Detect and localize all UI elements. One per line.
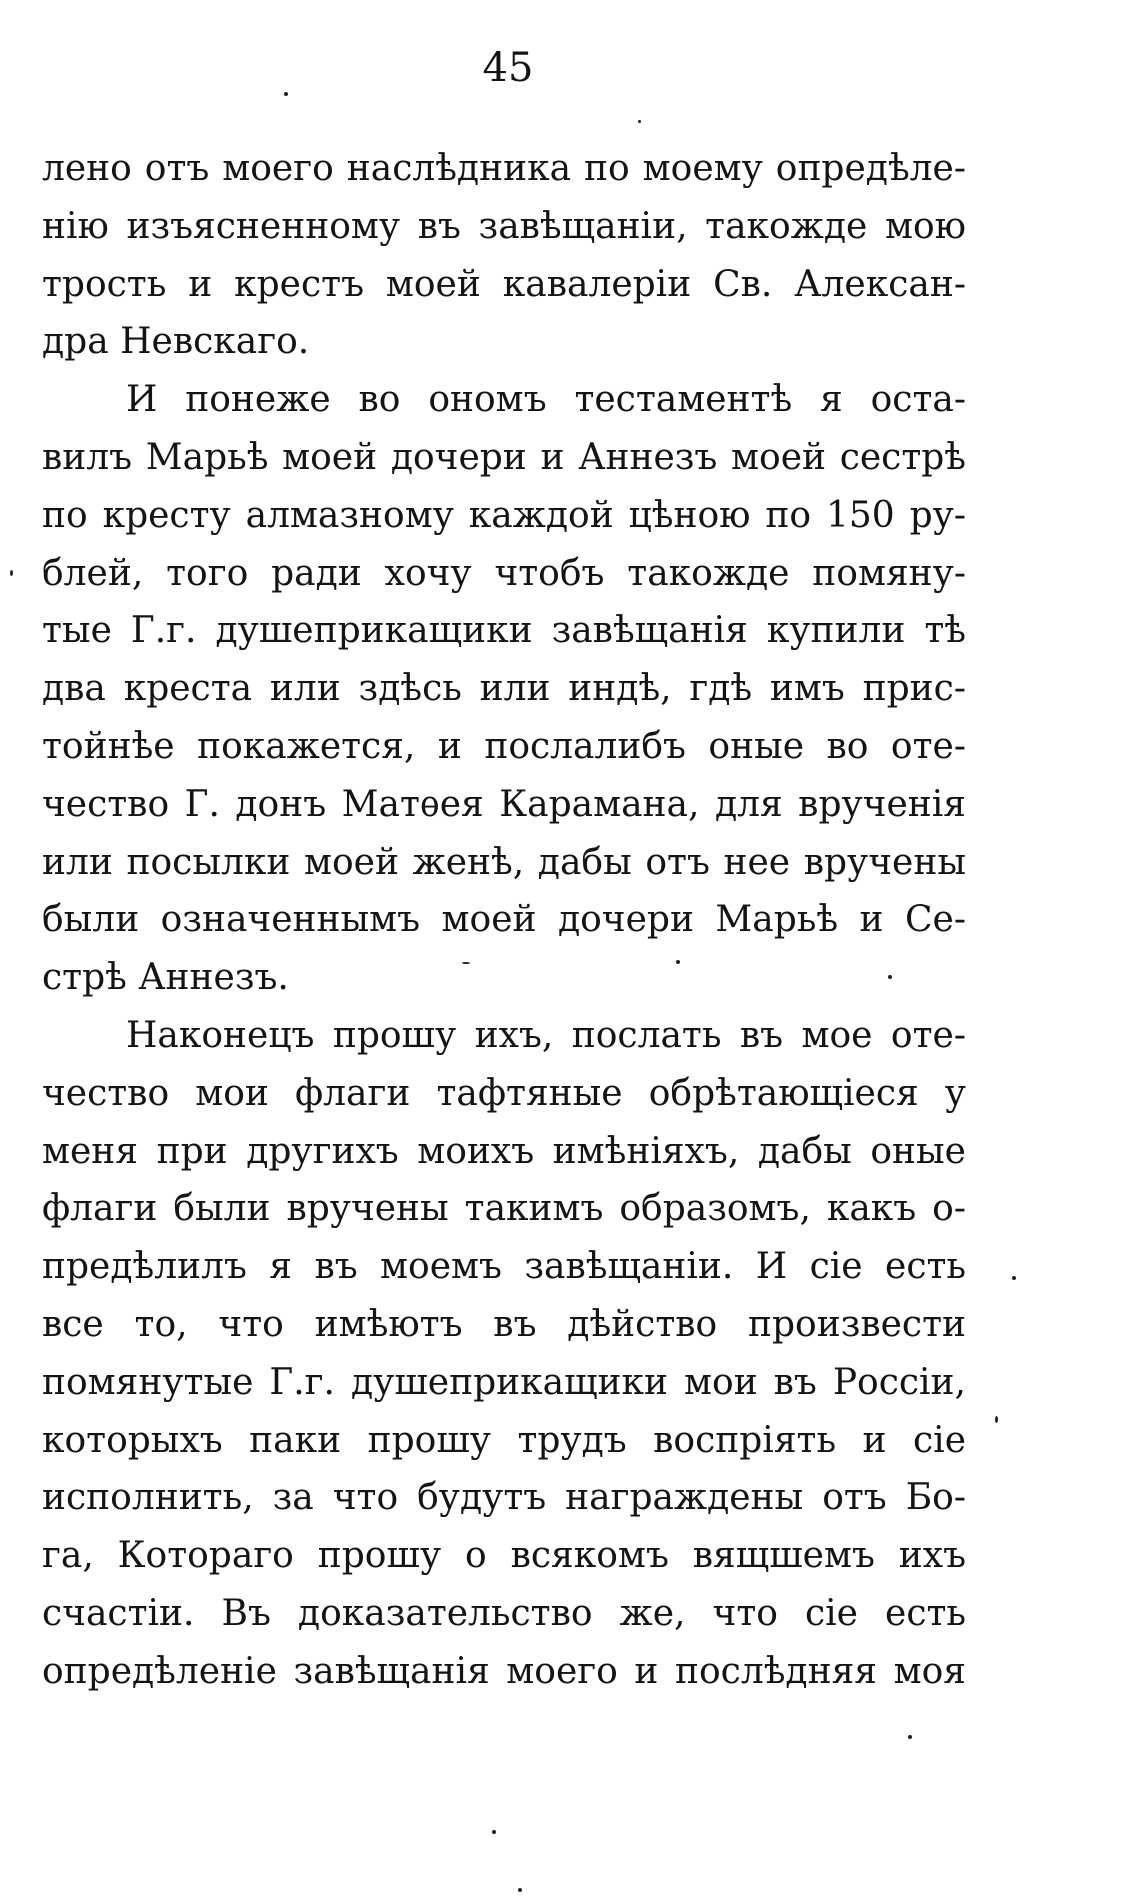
text-line: дра Невскаго. (42, 321, 310, 363)
text-line: все то, что имѣютъ въ дѣйство произвести (42, 1303, 966, 1345)
text-line: Наконецъ прошу ихъ, послать въ мое оте- (126, 1014, 966, 1056)
text-line: которыхъ паки прошу трудъ воспріять и сіе (42, 1419, 966, 1461)
text-line: исполнить, за что будутъ награждены отъ Бо- (42, 1477, 966, 1519)
print-speck (908, 1735, 912, 1739)
text-line: тойнѣе покажется, и послалибъ оные во оте- (42, 725, 966, 767)
text-line: га, Котораго прошу о всякомъ вящшемъ ихъ (42, 1535, 966, 1577)
text-line: трость и крестъ моей кавалеріи Св. Алексан- (42, 263, 966, 305)
print-speck (462, 962, 470, 964)
text-line: нію изъясненному въ завѣщаніи, такожде мою (42, 205, 966, 247)
text-line: чество мои флаги тафтяные обрѣтающіеся у (42, 1072, 966, 1114)
print-speck (888, 975, 892, 979)
text-line: счастіи. Въ доказательство же, что сіе есть (42, 1592, 966, 1634)
text-line: по кресту алмазному каждой цѣною по 150 ру- (42, 494, 966, 536)
text-line: предѣлилъ я въ моемъ завѣщаніи. И сіе есть (42, 1246, 966, 1288)
text-line: вилъ Марьѣ моей дочери и Аннезъ моей сестрѣ (42, 436, 966, 478)
text-line: два креста или здѣсь или индѣ, гдѣ имъ прис- (42, 668, 966, 710)
text-line: меня при другихъ моихъ имѣніяхъ, дабы оные (42, 1130, 966, 1172)
print-speck (1012, 1276, 1016, 1280)
text-line: чество Г. донъ Матѳея Карамана, для врученія (42, 783, 966, 825)
print-speck (518, 1888, 522, 1892)
text-line: были означеннымъ моей дочери Марьѣ и Се- (42, 899, 966, 941)
print-speck (492, 1830, 496, 1834)
page-number: 45 (482, 45, 534, 91)
text-line: блей, того ради хочу чтобъ такожде помяну- (42, 552, 966, 594)
print-speck (638, 120, 641, 123)
text-line: тые Г.г. душеприкащики завѣщанія купили тѣ (42, 610, 966, 652)
text-line: опредѣленіе завѣщанія моего и послѣдняя моя (42, 1650, 966, 1692)
text-line: лено отъ моего наслѣдника по моему опредѣле- (42, 148, 966, 189)
print-speck (10, 570, 13, 576)
text-line: флаги были вручены такимъ образомъ, какъ о- (42, 1188, 966, 1230)
text-line: стрѣ Аннезъ. (42, 957, 289, 999)
text-line: помянутые Г.г. душеприкащики мои въ Россіи, (42, 1361, 966, 1403)
print-speck (284, 92, 288, 96)
print-speck (676, 960, 680, 964)
body-text (42, 140, 966, 1701)
text-line: И понеже во ономъ тестаментѣ я оста- (126, 379, 966, 421)
print-speck (995, 1416, 998, 1423)
text-line: или посылки моей женѣ, дабы отъ нее вручены (42, 841, 966, 883)
